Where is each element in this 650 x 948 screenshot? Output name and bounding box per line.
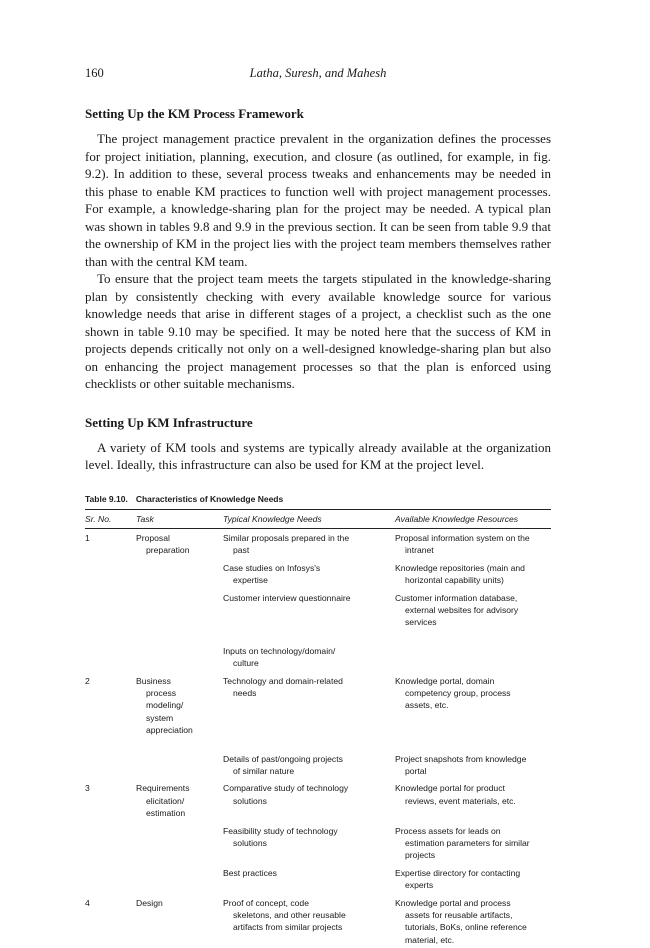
cell-knowledge-resource-line: Project snapshots from knowledge bbox=[395, 753, 545, 765]
cell-task bbox=[136, 779, 223, 821]
cell-knowledge-resource-line: intranet bbox=[395, 544, 545, 556]
table-caption bbox=[85, 494, 551, 504]
cell-sr-no bbox=[85, 528, 136, 558]
body-paragraph: A variety of KM tools and systems are typically already available at the organization level. Ideally, this infrastructure can also be used for KM at the project level. bbox=[85, 439, 551, 474]
body-paragraph: To ensure that the project team meets the targets stipulated in the knowledge-sharing plan by consistently checking with every available knowledge source for various knowledge needs that arise in different stages of a project, a checklist such as the one shown in table 9.10 may be specified. It may be noted here that the success of KM in projects depends critically not only on a well-designed knowledge-sharing plan but also on enhancing the project management processes so that the plan is enforced using checklists or other suitable mechanisms. bbox=[85, 270, 551, 393]
cell-knowledge-need bbox=[223, 528, 395, 558]
table-row bbox=[85, 822, 551, 864]
cell-task-line: Proposal bbox=[136, 532, 217, 544]
cell-sr-no bbox=[85, 559, 136, 589]
cell-task bbox=[136, 739, 223, 780]
table-row bbox=[85, 894, 551, 948]
column-header-knowledge-needs: Typical Knowledge Needs bbox=[223, 509, 395, 528]
cell-knowledge-need bbox=[223, 822, 395, 864]
cell-sr-no-line: 2 bbox=[85, 675, 130, 687]
cell-knowledge-resource-line: estimation parameters for similar bbox=[395, 837, 545, 849]
table-header-row bbox=[85, 509, 551, 528]
cell-sr-no bbox=[85, 864, 136, 894]
cell-knowledge-need-line: Similar proposals prepared in the bbox=[223, 532, 389, 544]
cell-knowledge-resource-line: Knowledge portal for product bbox=[395, 782, 545, 794]
knowledge-needs-table bbox=[85, 509, 551, 948]
cell-task-line: process bbox=[136, 687, 217, 699]
cell-task-line: Business bbox=[136, 675, 217, 687]
cell-task bbox=[136, 672, 223, 739]
cell-knowledge-resource-line: portal bbox=[395, 765, 545, 777]
cell-sr-no bbox=[85, 739, 136, 780]
table-row bbox=[85, 779, 551, 821]
cell-knowledge-need bbox=[223, 631, 395, 672]
cell-knowledge-need bbox=[223, 559, 395, 589]
page-number: 160 bbox=[85, 66, 104, 81]
cell-knowledge-need bbox=[223, 739, 395, 780]
column-header-task: Task bbox=[136, 509, 223, 528]
cell-knowledge-resource-line: services bbox=[395, 616, 545, 628]
cell-knowledge-resource bbox=[395, 779, 551, 821]
cell-knowledge-need-line: Case studies on Infosys's bbox=[223, 562, 389, 574]
cell-knowledge-resource-line: experts bbox=[395, 879, 545, 891]
cell-task bbox=[136, 864, 223, 894]
cell-knowledge-resource-line: material, etc. bbox=[395, 934, 545, 946]
cell-knowledge-need-line: past bbox=[223, 544, 389, 556]
table-row bbox=[85, 631, 551, 672]
table-row bbox=[85, 528, 551, 558]
cell-task-line: estimation bbox=[136, 807, 217, 819]
cell-knowledge-resource-line: tutorials, BoKs, online reference bbox=[395, 921, 545, 933]
cell-knowledge-need-line: Comparative study of technology bbox=[223, 782, 389, 794]
cell-knowledge-need-line: Proof of concept, code bbox=[223, 897, 389, 909]
cell-knowledge-need-line: skeletons, and other reusable bbox=[223, 909, 389, 921]
table-row bbox=[85, 589, 551, 631]
cell-task-line: elicitation/ bbox=[136, 795, 217, 807]
cell-knowledge-need-line: culture bbox=[223, 657, 389, 669]
cell-knowledge-resource bbox=[395, 672, 551, 739]
cell-knowledge-need-line: Customer interview questionnaire bbox=[223, 592, 389, 604]
running-head-authors: Latha, Suresh, and Mahesh bbox=[85, 66, 551, 81]
cell-knowledge-resource-line: Expertise directory for contacting bbox=[395, 867, 545, 879]
cell-knowledge-resource-line: external websites for advisory bbox=[395, 604, 545, 616]
cell-sr-no bbox=[85, 589, 136, 631]
cell-knowledge-resource bbox=[395, 822, 551, 864]
cell-task bbox=[136, 589, 223, 631]
cell-task-line: modeling/ bbox=[136, 699, 217, 711]
cell-knowledge-need bbox=[223, 672, 395, 739]
running-head bbox=[85, 66, 551, 86]
cell-knowledge-need bbox=[223, 864, 395, 894]
cell-knowledge-need-line: solutions bbox=[223, 795, 389, 807]
cell-knowledge-resource-line: Customer information database, bbox=[395, 592, 545, 604]
cell-knowledge-resource-line: Process assets for leads on bbox=[395, 825, 545, 837]
cell-sr-no-line: 3 bbox=[85, 782, 130, 794]
cell-knowledge-need-line: solutions bbox=[223, 837, 389, 849]
cell-sr-no bbox=[85, 672, 136, 739]
cell-knowledge-need-line: Technology and domain-related bbox=[223, 675, 389, 687]
cell-task bbox=[136, 559, 223, 589]
cell-task-line: preparation bbox=[136, 544, 217, 556]
cell-task bbox=[136, 631, 223, 672]
cell-knowledge-resource-line: projects bbox=[395, 849, 545, 861]
cell-knowledge-resource-line: competency group, process bbox=[395, 687, 545, 699]
cell-knowledge-resource bbox=[395, 864, 551, 894]
cell-knowledge-need-line: expertise bbox=[223, 574, 389, 586]
cell-knowledge-resource bbox=[395, 739, 551, 780]
cell-task-line: Requirements bbox=[136, 782, 217, 794]
cell-knowledge-resource bbox=[395, 894, 551, 948]
table-row bbox=[85, 864, 551, 894]
cell-knowledge-resource bbox=[395, 589, 551, 631]
cell-task-line: system bbox=[136, 712, 217, 724]
book-page bbox=[85, 66, 551, 948]
cell-task bbox=[136, 822, 223, 864]
cell-knowledge-resource-line: horizontal capability units) bbox=[395, 574, 545, 586]
cell-sr-no bbox=[85, 631, 136, 672]
cell-knowledge-need bbox=[223, 779, 395, 821]
column-header-knowledge-resources: Available Knowledge Resources bbox=[395, 509, 551, 528]
table-row bbox=[85, 739, 551, 780]
cell-sr-no-line: 4 bbox=[85, 897, 130, 909]
cell-task bbox=[136, 894, 223, 948]
table-caption-title: Characteristics of Knowledge Needs bbox=[136, 494, 283, 504]
cell-knowledge-resource-line: Knowledge repositories (main and bbox=[395, 562, 545, 574]
cell-sr-no bbox=[85, 894, 136, 948]
cell-knowledge-need-line: Best practices bbox=[223, 867, 389, 879]
table-row bbox=[85, 559, 551, 589]
cell-sr-no bbox=[85, 779, 136, 821]
cell-knowledge-resource-line: Knowledge portal, domain bbox=[395, 675, 545, 687]
cell-sr-no-line: 1 bbox=[85, 532, 130, 544]
cell-task bbox=[136, 528, 223, 558]
cell-task-line: appreciation bbox=[136, 724, 217, 736]
cell-knowledge-need bbox=[223, 894, 395, 948]
column-header-sr-no: Sr. No. bbox=[85, 509, 136, 528]
table-row bbox=[85, 672, 551, 739]
cell-knowledge-need-line: Feasibility study of technology bbox=[223, 825, 389, 837]
cell-knowledge-need-line: artifacts from similar projects bbox=[223, 921, 389, 933]
section-heading-km-process-framework: Setting Up the KM Process Framework bbox=[85, 106, 551, 122]
cell-sr-no bbox=[85, 822, 136, 864]
cell-knowledge-resource bbox=[395, 559, 551, 589]
cell-knowledge-need bbox=[223, 589, 395, 631]
cell-knowledge-need-line: of similar nature bbox=[223, 765, 389, 777]
cell-knowledge-resource-line: reviews, event materials, etc. bbox=[395, 795, 545, 807]
cell-knowledge-resource-line: Knowledge portal and process bbox=[395, 897, 545, 909]
cell-knowledge-resource-line: assets, etc. bbox=[395, 699, 545, 711]
table-caption-label: Table 9.10. bbox=[85, 494, 128, 504]
cell-knowledge-need-line: needs bbox=[223, 687, 389, 699]
cell-knowledge-resource-line: Proposal information system on the bbox=[395, 532, 545, 544]
cell-knowledge-need-line: Inputs on technology/domain/ bbox=[223, 645, 389, 657]
cell-knowledge-resource bbox=[395, 631, 551, 672]
cell-task-line: Design bbox=[136, 897, 217, 909]
table-body bbox=[85, 528, 551, 948]
body-paragraph: The project management practice prevalent in the organization defines the processes for project initiation, planning, execution, and closure (as outlined, for example, in fig. 9.2). In addition to these, several process tweaks and enhancements may be needed in this phase to enable KM practices to function well with project management processes. For example, a knowledge-sharing plan for the project may be needed. A typical plan was shown in tables 9.8 and 9.9 in the previous section. It can be seen from table 9.9 that the ownership of KM in the project lies with the project team members themselves rather than with the central KM team. bbox=[85, 130, 551, 270]
cell-knowledge-resource bbox=[395, 528, 551, 558]
cell-knowledge-need-line: Details of past/ongoing projects bbox=[223, 753, 389, 765]
cell-knowledge-resource-line: assets for reusable artifacts, bbox=[395, 909, 545, 921]
section-heading-km-infrastructure: Setting Up KM Infrastructure bbox=[85, 415, 551, 431]
